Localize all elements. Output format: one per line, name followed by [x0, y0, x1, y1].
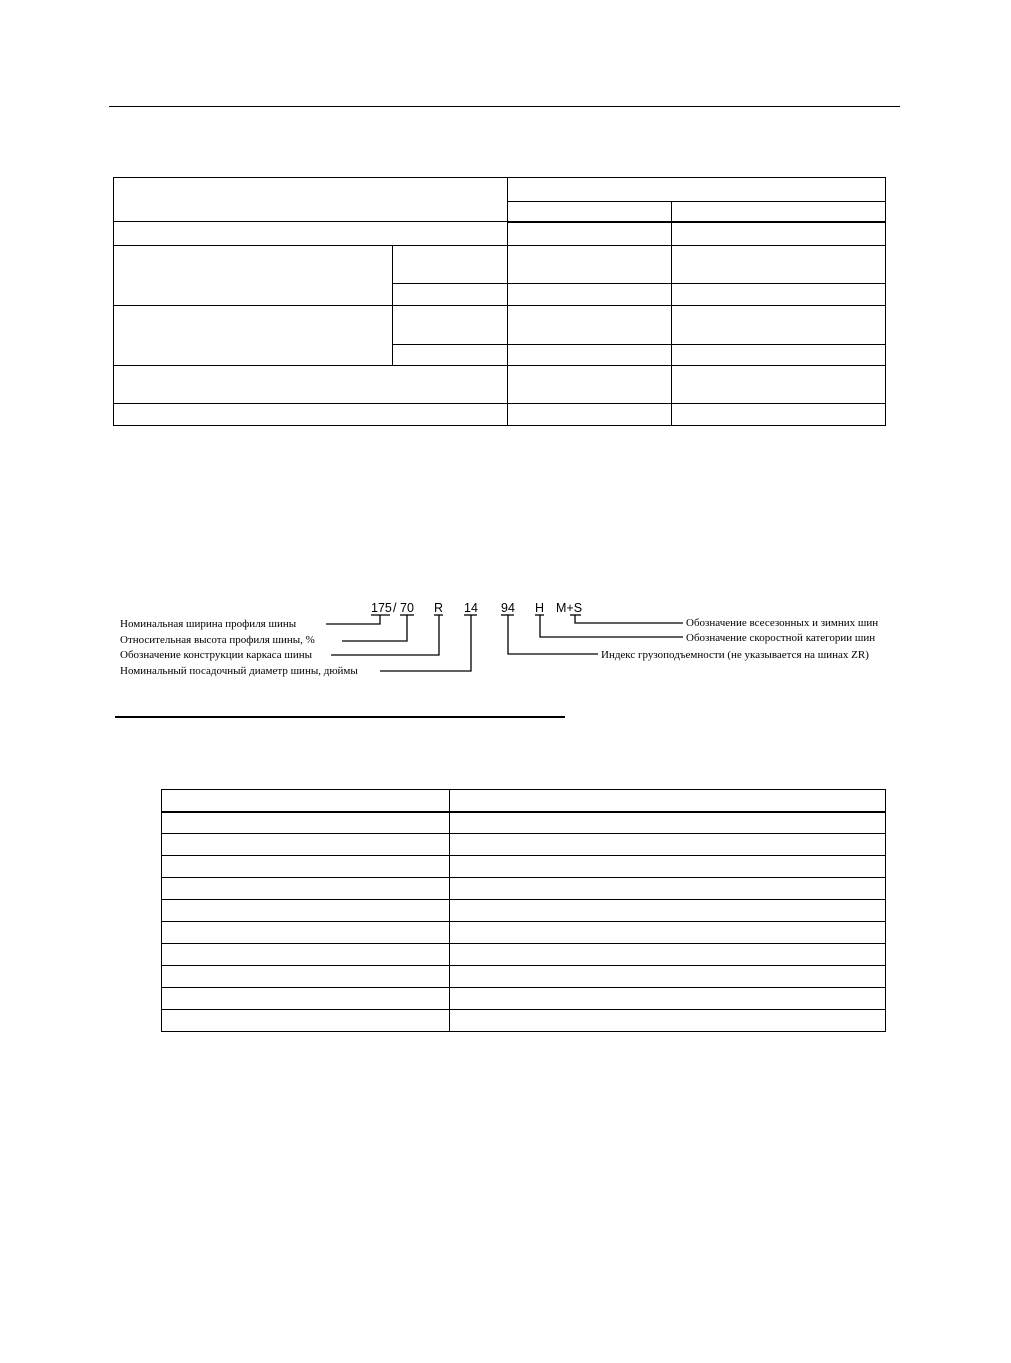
table-cell — [508, 366, 672, 404]
table-cell — [114, 366, 508, 404]
table-cell — [449, 878, 885, 900]
label-diameter: Номинальный посадочный диаметр шины, дюймы — [120, 665, 358, 677]
table-cell — [508, 345, 672, 366]
table-cell — [449, 944, 885, 966]
label-width: Номинальная ширина профиля шины — [120, 618, 297, 630]
table-cell — [672, 404, 886, 426]
table-cell — [449, 900, 885, 922]
table-cell — [672, 366, 886, 404]
code-slash: / — [393, 601, 397, 615]
table-header-cell — [449, 790, 885, 812]
table-header-cell — [672, 202, 886, 222]
table-cell — [114, 222, 508, 246]
table-cell — [162, 834, 450, 856]
leader-lines-left — [326, 615, 471, 671]
table-cell — [449, 922, 885, 944]
table-cell — [114, 306, 393, 366]
label-load-index: Индекс грузоподъемности (не указывается на шинах ZR) — [601, 649, 869, 661]
specs-table-2 — [161, 789, 886, 1032]
table-cell — [114, 246, 393, 306]
table-cell — [162, 1010, 450, 1032]
table-cell — [449, 812, 885, 834]
label-construction: Обозначение конструкции каркаса шины — [120, 649, 313, 661]
table-cell — [672, 246, 886, 284]
table-cell — [114, 404, 508, 426]
label-aspect: Относительная высота профиля шины, % — [120, 634, 315, 646]
table-cell — [162, 900, 450, 922]
label-speed: Обозначение скоростной категории шин — [686, 632, 876, 644]
table-cell — [672, 284, 886, 306]
table-header-cell — [114, 178, 508, 222]
label-season: Обозначение всесезонных и зимних шин — [686, 617, 879, 629]
table-cell — [449, 834, 885, 856]
table-cell — [392, 246, 508, 284]
table-header-cell — [508, 202, 672, 222]
table-cell — [672, 306, 886, 345]
table-header-cell — [162, 790, 450, 812]
table-cell — [162, 988, 450, 1010]
table-cell — [162, 944, 450, 966]
table-cell — [672, 222, 886, 246]
code-aspect: 70 — [400, 601, 414, 615]
table-cell — [392, 284, 508, 306]
table-cell — [162, 878, 450, 900]
section-heading-underline — [115, 716, 565, 718]
code-diameter: 14 — [464, 601, 478, 615]
table-cell — [162, 812, 450, 834]
table-header-cell — [508, 178, 886, 202]
table-cell — [508, 404, 672, 426]
specs-table-1 — [113, 177, 886, 426]
table-cell — [392, 306, 508, 345]
table-cell — [508, 246, 672, 284]
table-cell — [672, 345, 886, 366]
table-cell — [162, 922, 450, 944]
table-cell — [162, 856, 450, 878]
code-load-index: 94 — [501, 601, 515, 615]
table-cell — [392, 345, 508, 366]
table-cell — [508, 284, 672, 306]
table-cell — [449, 988, 885, 1010]
tire-marking-diagram — [0, 590, 1011, 690]
code-season: M+S — [556, 601, 583, 615]
code-speed: H — [535, 601, 545, 615]
table-cell — [508, 306, 672, 345]
header-rule — [109, 106, 900, 107]
code-construction: R — [434, 601, 444, 615]
table-cell — [449, 966, 885, 988]
table-cell — [449, 1010, 885, 1032]
table-cell — [162, 966, 450, 988]
code-width: 175 — [371, 601, 392, 615]
table-cell — [449, 856, 885, 878]
table-cell — [508, 222, 672, 246]
